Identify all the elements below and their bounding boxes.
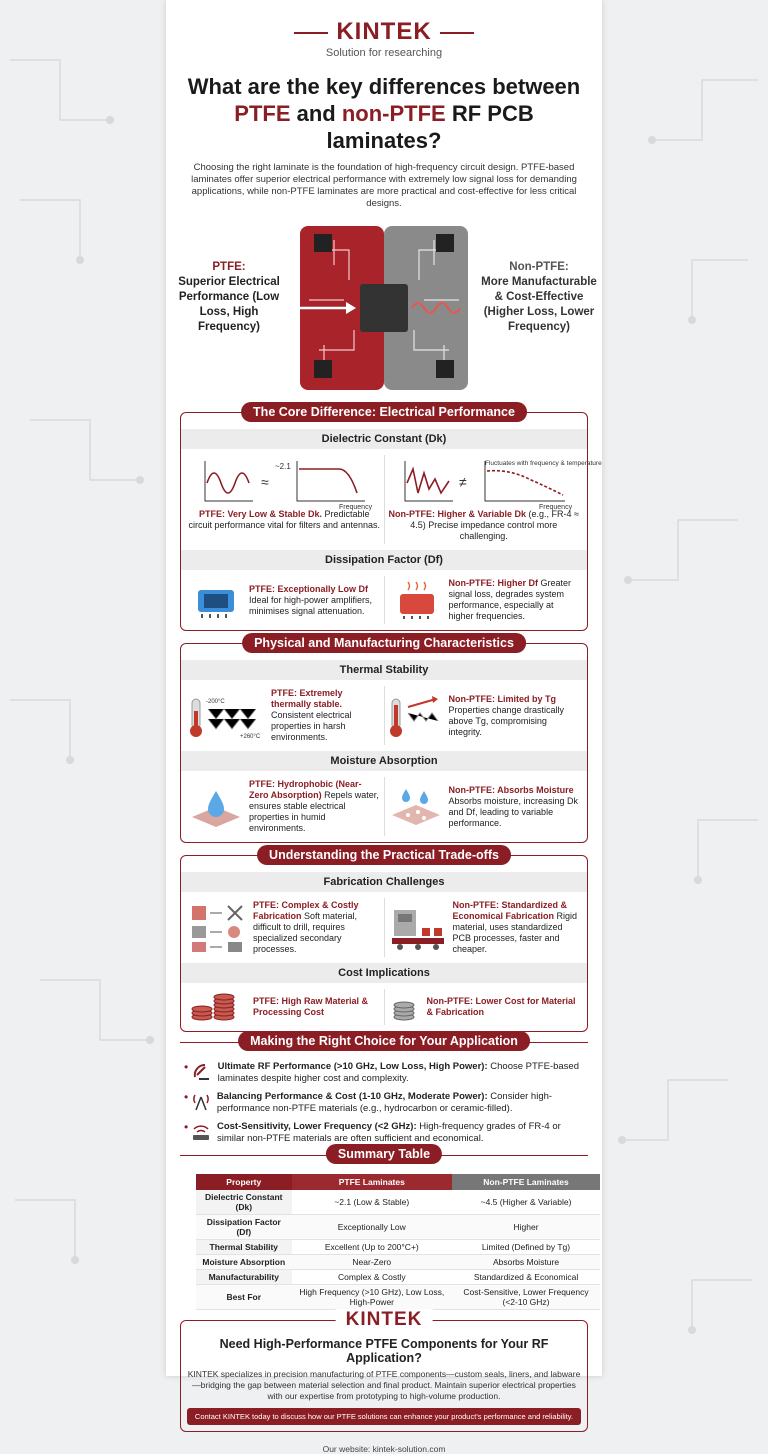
thermal-ptfe-desc: Consistent electrical properties in harsh environments.	[271, 710, 352, 742]
table-cell: Standardized & Economical	[452, 1270, 600, 1285]
choice-2-text: Consider high-performance non-PTFE materials (e.g., hydrocarbon or ceramic-filled).	[216, 1091, 553, 1114]
dk-ptfe-text	[188, 509, 381, 531]
table-cell: Absorbs Moisture	[452, 1255, 600, 1270]
table-header-row	[196, 1174, 600, 1190]
temp-high: +260°C	[240, 733, 261, 740]
table-header: Non-PTFE Laminates	[452, 1174, 600, 1190]
moisture-heading: Moisture Absorption	[181, 751, 587, 771]
circuit-background-left	[0, 0, 166, 1376]
not-equal-sign: ≠	[458, 474, 467, 490]
dk-nonptfe-wave-plot	[389, 457, 602, 511]
hero-nonptfe-text: More Manufacturable & Cost-Effective (Higher Loss, Lower Frequency)	[481, 276, 597, 333]
table-cell: Best For	[196, 1285, 292, 1310]
choice-3-text: High-frequency grades of FR-4 or similar non-PTFE materials are often sufficient and economical.	[216, 1121, 561, 1144]
choice-3-bold: Cost-Sensitivity, Lower Frequency (<2 GHz):	[216, 1121, 417, 1132]
pcb-chip-illustration	[294, 220, 474, 396]
dk-nonptfe-text	[388, 509, 581, 542]
cost-nonptfe-bold: Non-PTFE: Lower Cost for Material & Fabrication	[426, 996, 576, 1017]
df-nonptfe-bold: Non-PTFE: Higher Df	[448, 578, 538, 588]
approx-sign: ≈	[261, 474, 269, 490]
title-nonptfe: non-PTFE	[341, 101, 446, 126]
cost-heading: Cost Implications	[181, 963, 587, 983]
section-title: The Core Difference: Electrical Performance	[241, 402, 527, 422]
table-cell: ~4.5 (Higher & Variable)	[452, 1190, 600, 1215]
bullet-dot: •	[184, 1060, 189, 1074]
dk-row	[181, 453, 602, 546]
cost-ptfe-cell	[185, 989, 384, 1025]
cool-chip-icon	[188, 580, 244, 620]
cost-nonptfe-cell	[384, 989, 584, 1025]
table-header: PTFE Laminates	[292, 1174, 453, 1190]
choice-item	[184, 1091, 584, 1115]
choice-2-bold: Balancing Performance & Cost (1-10 GHz, Moderate Power):	[216, 1091, 488, 1102]
title-line1: What are the key differences between	[187, 74, 581, 99]
choice-item	[184, 1121, 584, 1145]
df-row	[181, 574, 587, 626]
table-row	[196, 1240, 600, 1255]
table-cell: ~2.1 (Low & Stable)	[292, 1190, 453, 1215]
kintek-logo: KINTEK	[336, 18, 432, 45]
table-cell: Higher	[452, 1215, 600, 1240]
table-cell: Near-Zero	[292, 1255, 453, 1270]
tools-process-icon	[188, 902, 248, 954]
cta-body: KINTEK specializes in precision manufacturing of PTFE components—custom seals, liners, and labware—bridging the gap between material selection and final product. Maintain superior electrical properties with our expertise from prototyping to high-volume production.	[187, 1369, 581, 1401]
thermal-ptfe-bold: PTFE: Extremely thermally stable.	[271, 688, 343, 709]
summary-table	[196, 1174, 600, 1310]
df-ptfe-desc: Ideal for high-power amplifiers, minimises signal attenuation.	[249, 594, 373, 616]
cta-logo: KINTEK	[336, 1309, 433, 1331]
thermal-ptfe-cell	[185, 686, 384, 745]
hero-ptfe-label	[170, 260, 288, 335]
table-cell: High Frequency (>10 GHz), Low Loss, High-Power	[292, 1285, 453, 1310]
dk-ptfe-cell	[185, 455, 384, 544]
table-cell: Dielectric Constant (Dk)	[196, 1190, 292, 1215]
cost-row	[181, 987, 587, 1027]
choice-item	[184, 1061, 584, 1085]
bullet-dot: •	[184, 1120, 189, 1134]
intro-text: Choosing the right laminate is the foundation of high-frequency circuit design. PTFE-based laminates offer superior electrical performance with extremely low signal loss for demanding applications, while non-PTFE laminates are more practical and cost-effective for less critical designs.	[191, 162, 577, 209]
fab-nonptfe-desc: Rigid material, uses standardized PCB processes, faster and cheaper.	[452, 911, 578, 954]
fab-ptfe-cell	[185, 898, 384, 957]
table-row	[196, 1285, 600, 1310]
temp-low: -200°C	[206, 698, 225, 705]
hero-ptfe-text: Superior Electrical Performance (Low Loss, High Frequency)	[178, 276, 280, 333]
cta-heading: Need High-Performance PTFE Components for Your RF Application?	[219, 1337, 549, 1365]
dk-nonptfe-cell	[384, 455, 602, 544]
table-cell: Excellent (Up to 200°C+)	[292, 1240, 453, 1255]
df-heading: Dissipation Factor (Df)	[181, 550, 587, 570]
thermal-nonptfe-cell	[384, 686, 584, 745]
table-cell: Moisture Absorption	[196, 1255, 292, 1270]
dk-ptfe-bold: PTFE: Very Low & Stable Dk.	[198, 509, 322, 519]
fabrication-row	[181, 896, 587, 959]
dk-ptfe-value: ~2.1	[275, 462, 292, 471]
dk-ptfe-wave-plot	[189, 457, 379, 509]
section-physical-manufacturing	[180, 636, 588, 843]
wifi-router-icon	[190, 1121, 212, 1141]
table-row	[196, 1270, 600, 1285]
page-title	[174, 73, 594, 154]
table-cell: Complex & Costly	[292, 1270, 453, 1285]
dk-heading: Dielectric Constant (Dk)	[181, 429, 587, 449]
moisture-ptfe-desc: Repels water, ensures stable electrical properties in humid environments.	[249, 790, 379, 833]
cta-contact-banner[interactable]: Contact KINTEK today to discuss how our PTFE solutions can enhance your product's performance and reliability.	[187, 1408, 581, 1425]
fabrication-heading: Fabrication Challenges	[181, 872, 587, 892]
moisture-ptfe-bold: PTFE: Hydrophobic (Near-Zero Absorption)	[249, 779, 362, 800]
table-cell: Exceptionally Low	[292, 1215, 453, 1240]
brand-header	[166, 0, 602, 59]
choice-1-text: Choose PTFE-based laminates despite higher cost and complexity.	[217, 1061, 579, 1084]
table-row	[196, 1255, 600, 1270]
table-header: Property	[196, 1174, 292, 1190]
thermometer-tg-icon	[388, 693, 444, 739]
section-title: Physical and Manufacturing Characteristics	[242, 633, 526, 653]
antenna-tower-icon	[190, 1091, 212, 1111]
brand-tagline: Solution for researching	[325, 47, 443, 59]
dk-nonptfe-bold: Non-PTFE: Higher & Variable Dk	[388, 509, 527, 519]
cost-ptfe-bold: PTFE: High Raw Material & Processing Cost	[253, 996, 369, 1017]
table-cell: Limited (Defined by Tg)	[452, 1240, 600, 1255]
table-cell: Thermal Stability	[196, 1240, 292, 1255]
df-ptfe-cell	[185, 576, 384, 624]
section-right-choice	[180, 1034, 588, 1145]
title-ptfe: PTFE	[234, 101, 291, 126]
fab-ptfe-desc-text: Soft material, difficult to drill, requires specialized secondary processes.	[253, 911, 358, 954]
thermal-row	[181, 684, 587, 747]
section-title: Summary Table	[326, 1144, 442, 1164]
water-droplet-repel-icon	[188, 785, 244, 829]
title-rest: RF PCB laminates?	[326, 101, 534, 153]
dk-nonptfe-note: Fluctuates with frequency & temperature	[484, 460, 602, 467]
section-electrical-performance	[180, 405, 602, 631]
hot-chip-icon	[388, 580, 444, 620]
section-summary-table	[180, 1147, 589, 1310]
infographic-page	[166, 0, 602, 1454]
choice-1-bold: Ultimate RF Performance (>10 GHz, Low Loss, High Power):	[217, 1061, 488, 1072]
moisture-ptfe-cell	[185, 777, 384, 836]
table-cell: Cost-Sensitive, Lower Frequency (<2-10 GHz)	[452, 1285, 600, 1310]
fab-nonptfe-bold: Non-PTFE: Standardized & Economical Fabrication	[452, 900, 567, 921]
fab-ptfe-bold: PTFE: Complex & Costly Fabrication	[253, 900, 359, 921]
factory-machine-icon	[388, 902, 448, 954]
section-title: Making the Right Choice for Your Application	[238, 1031, 530, 1051]
footer-website[interactable]: Our website: kintek-solution.com	[322, 1444, 446, 1454]
hero-nonptfe-label	[480, 260, 598, 335]
thermal-nonptfe-bold: Non-PTFE: Limited by Tg	[448, 693, 556, 704]
dk-nonptfe-desc: (e.g., FR-4 ≈ 4.5) Precise impedance control more challenging.	[410, 509, 579, 541]
dk-ptfe-axis: Frequency	[339, 504, 373, 511]
table-cell: Dissipation Factor (Df)	[196, 1215, 292, 1240]
moisture-nonptfe-cell	[384, 777, 584, 836]
moisture-row	[181, 775, 587, 838]
hero-ptfe-title: PTFE:	[212, 261, 246, 273]
cta-box	[180, 1309, 588, 1432]
moisture-nonptfe-bold: Non-PTFE: Absorbs Moisture	[448, 784, 574, 795]
table-cell: Manufacturability	[196, 1270, 292, 1285]
hero-nonptfe-title: Non-PTFE:	[509, 261, 569, 273]
df-nonptfe-cell	[384, 576, 584, 624]
fab-nonptfe-cell	[384, 898, 584, 957]
thermometer-mesh-icon	[188, 693, 266, 739]
high-coins-stack-icon	[188, 991, 248, 1023]
table-row	[196, 1215, 600, 1240]
df-nonptfe-desc: Greater signal loss, degrades system performance, especially at higher frequencies.	[448, 578, 572, 621]
hero-comparison	[166, 220, 602, 400]
satellite-dish-icon	[191, 1061, 213, 1081]
circuit-background-right	[602, 0, 768, 1376]
section-title: Understanding the Practical Trade-offs	[257, 845, 511, 865]
water-absorb-icon	[388, 785, 444, 829]
moisture-nonptfe-desc: Absorbs moisture, increasing Dk and Df, leading to variable performance.	[448, 795, 579, 828]
dk-nonptfe-axis: Frequency	[538, 504, 572, 511]
df-ptfe-bold: PTFE: Exceptionally Low Df	[249, 583, 369, 594]
table-row	[196, 1190, 600, 1215]
section-trade-offs	[180, 848, 588, 1032]
title-and: and	[290, 101, 342, 126]
dk-ptfe-desc: Predictable circuit performance vital for filters and antennas.	[188, 509, 381, 530]
low-coins-stack-icon	[388, 991, 422, 1023]
bullet-dot: •	[184, 1090, 189, 1104]
thermal-heading: Thermal Stability	[181, 660, 587, 680]
thermal-nonptfe-desc: Properties change drastically above Tg, compromising integrity.	[448, 704, 565, 737]
